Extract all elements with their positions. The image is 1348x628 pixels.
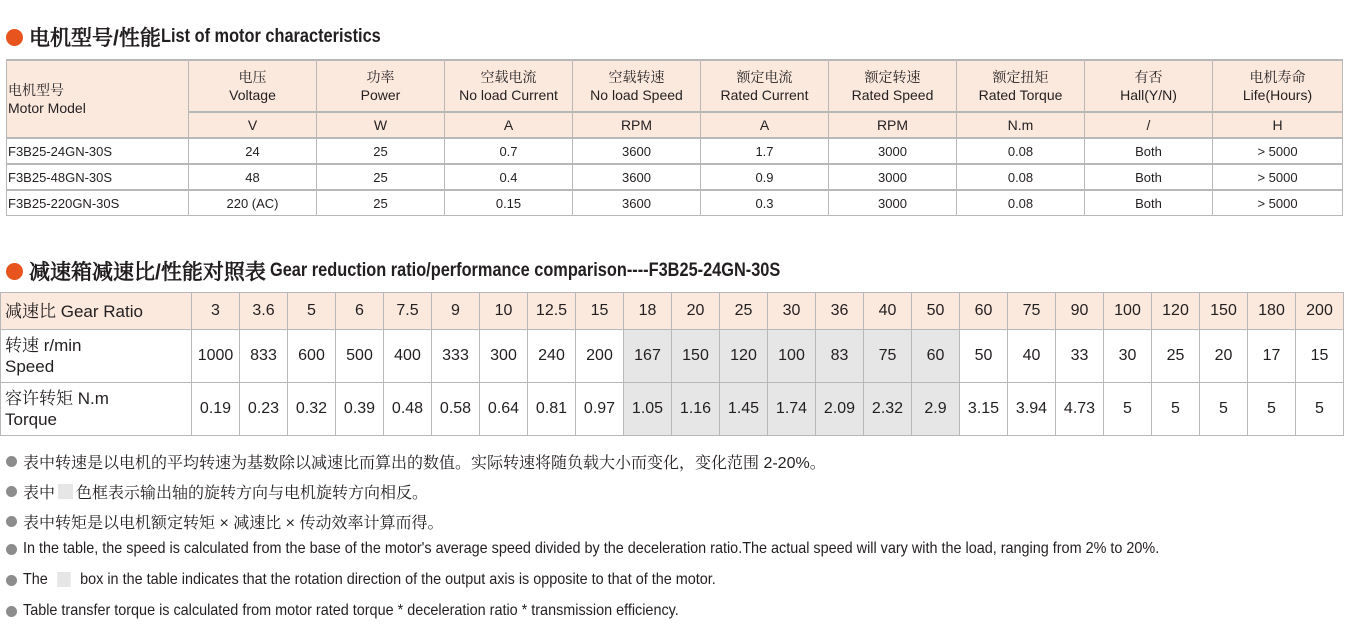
- column-header: [957, 60, 1085, 112]
- note-text-after: 色框表示输出轴的旋转方向与电机旋转方向相反。: [76, 485, 429, 502]
- note-en-3: [6, 602, 752, 620]
- motor-value-cell: 3000: [829, 190, 957, 216]
- gear-ratio-cell: 12.5: [528, 293, 576, 330]
- gear-ratio-cell: 7.5: [384, 293, 432, 330]
- column-unit: A: [445, 112, 573, 138]
- note-text-before: 表中: [23, 485, 56, 502]
- gear-ratio-row: [1, 293, 1344, 330]
- column-unit: RPM: [829, 112, 957, 138]
- note-cn-3: [6, 510, 443, 533]
- bullet-icon: [6, 606, 17, 617]
- speed-cell: 333: [432, 330, 480, 383]
- gear-ratio-cell: 15: [576, 293, 624, 330]
- note-cn-2: [6, 480, 428, 503]
- gear-ratio-cell: 40: [864, 293, 912, 330]
- torque-cell: 0.48: [384, 383, 432, 436]
- speed-cell: 60: [912, 330, 960, 383]
- column-header: [317, 60, 445, 112]
- motor-model-cell: F3B25-48GN-30S: [7, 164, 189, 190]
- column-header-cn: 电机寿命: [1249, 69, 1306, 85]
- column-header-en: Life(Hours): [1242, 87, 1313, 103]
- gear-title-en: Gear reduction ratio/performance comparison----F3B25-24GN-30S: [269, 260, 781, 281]
- note-text: Table transfer torque is calculated from motor rated torque * deceleration ratio * transmission efficiency.: [23, 602, 679, 619]
- column-unit: H: [1213, 112, 1343, 138]
- gear-ratio-cell: 3: [192, 293, 240, 330]
- torque-cell: 1.74: [768, 383, 816, 436]
- column-header: [189, 60, 317, 112]
- column-header-en: Voltage: [229, 87, 276, 103]
- motor-model-cell: F3B25-24GN-30S: [7, 138, 189, 164]
- gear-ratio-cell: 60: [960, 293, 1008, 330]
- speed-cell: 120: [720, 330, 768, 383]
- gear-ratio-cell: 100: [1104, 293, 1152, 330]
- speed-cell: 20: [1200, 330, 1248, 383]
- note-text-group: [23, 571, 716, 589]
- torque-cell: 1.16: [672, 383, 720, 436]
- motor-row: [7, 164, 1343, 190]
- column-header: [829, 60, 957, 112]
- column-header-cn: 额定电流: [736, 69, 793, 85]
- gear-section-title: [6, 256, 863, 286]
- speed-cell: 83: [816, 330, 864, 383]
- bullet-icon: [6, 516, 17, 527]
- gear-title-cn: 减速箱减速比/性能对照表: [29, 261, 266, 284]
- column-header-cn: 电压: [238, 69, 267, 85]
- motor-row: [7, 190, 1343, 216]
- motor-title-en: List of motor characteristics: [160, 26, 381, 47]
- gear-ratio-cell: 20: [672, 293, 720, 330]
- motor-value-cell: 3600: [573, 164, 701, 190]
- motor-value-cell: 24: [189, 138, 317, 164]
- motor-value-cell: > 5000: [1213, 164, 1343, 190]
- motor-value-cell: 0.7: [445, 138, 573, 164]
- bullet-icon: [6, 575, 17, 586]
- torque-cell: 5: [1296, 383, 1344, 436]
- column-header: [701, 60, 829, 112]
- speed-cell: 600: [288, 330, 336, 383]
- motor-value-cell: 25: [317, 190, 445, 216]
- speed-cell: 17: [1248, 330, 1296, 383]
- motor-model-cell: F3B25-220GN-30S: [7, 190, 189, 216]
- column-header-cn: 额定转速: [864, 69, 921, 85]
- motor-unit-row: [7, 112, 1343, 138]
- motor-value-cell: 0.08: [957, 164, 1085, 190]
- gear-ratio-cell: 150: [1200, 293, 1248, 330]
- motor-value-cell: 1.7: [701, 138, 829, 164]
- column-header-cn: 功率: [366, 69, 395, 85]
- bullet-icon: [6, 456, 17, 467]
- speed-cell: 50: [960, 330, 1008, 383]
- torque-cell: 0.19: [192, 383, 240, 436]
- motor-value-cell: 0.08: [957, 138, 1085, 164]
- torque-cell: 5: [1200, 383, 1248, 436]
- speed-cell: 150: [672, 330, 720, 383]
- speed-cell: 1000: [192, 330, 240, 383]
- note-en-2: [6, 571, 793, 589]
- note-text: 表中转速是以电机的平均转速为基数除以减速比而算出的数值。实际转速将随负载大小而变化，变化范围 2-20%。: [23, 455, 826, 472]
- speed-cell: 75: [864, 330, 912, 383]
- column-header-cn: 空载电流: [480, 69, 537, 85]
- column-header: [573, 60, 701, 112]
- torque-row: [1, 383, 1344, 436]
- speed-cell: 40: [1008, 330, 1056, 383]
- column-header-en: Rated Torque: [978, 87, 1063, 103]
- gear-ratio-cell: 75: [1008, 293, 1056, 330]
- gear-ratio-cell: 50: [912, 293, 960, 330]
- torque-cell: 1.05: [624, 383, 672, 436]
- motor-value-cell: > 5000: [1213, 190, 1343, 216]
- gear-ratio-cell: 6: [336, 293, 384, 330]
- motor-value-cell: 220 (AC): [189, 190, 317, 216]
- motor-value-cell: 3000: [829, 164, 957, 190]
- motor-value-cell: Both: [1085, 190, 1213, 216]
- model-header-cn: 电机型号: [8, 82, 64, 98]
- motor-characteristics-table: [6, 59, 1343, 216]
- motor-section-title: [6, 22, 416, 52]
- motor-row: [7, 138, 1343, 164]
- speed-cell: 33: [1056, 330, 1104, 383]
- torque-cell: 2.9: [912, 383, 960, 436]
- column-header-en: Rated Speed: [851, 87, 934, 103]
- motor-value-cell: 25: [317, 138, 445, 164]
- column-header: [1213, 60, 1343, 112]
- column-header-en: No load Current: [459, 87, 558, 103]
- model-header-cell: [7, 60, 189, 138]
- torque-cell: 4.73: [1056, 383, 1104, 436]
- speed-label-en: Speed: [5, 357, 55, 376]
- torque-cell: 0.64: [480, 383, 528, 436]
- torque-cell: 0.58: [432, 383, 480, 436]
- orange-dot-icon: [6, 29, 23, 46]
- motor-header-row: [7, 60, 1343, 112]
- torque-cell: 0.97: [576, 383, 624, 436]
- gear-ratio-cell: 30: [768, 293, 816, 330]
- gear-ratio-label: 减速比 Gear Ratio: [1, 293, 192, 330]
- note-text: In the table, the speed is calculated from the base of the motor's average speed divided by the deceleration ratio.The actual speed will vary with the load, ranging from 2% to 20%.: [23, 540, 1160, 557]
- column-header-en: Power: [360, 87, 401, 103]
- speed-cell: 400: [384, 330, 432, 383]
- column-unit: W: [317, 112, 445, 138]
- column-header-cn: 有否: [1134, 69, 1163, 85]
- gear-ratio-cell: 180: [1248, 293, 1296, 330]
- motor-value-cell: 3600: [573, 138, 701, 164]
- gear-ratio-cell: 90: [1056, 293, 1104, 330]
- column-unit: V: [189, 112, 317, 138]
- motor-value-cell: 25: [317, 164, 445, 190]
- column-unit: /: [1085, 112, 1213, 138]
- motor-value-cell: Both: [1085, 138, 1213, 164]
- motor-title-cn: 电机型号/性能: [29, 27, 161, 50]
- gear-ratio-cell: 25: [720, 293, 768, 330]
- torque-cell: 0.39: [336, 383, 384, 436]
- speed-cell: 15: [1296, 330, 1344, 383]
- gear-ratio-cell: 3.6: [240, 293, 288, 330]
- motor-value-cell: Both: [1085, 164, 1213, 190]
- gear-ratio-cell: 5: [288, 293, 336, 330]
- note-en-1: [6, 540, 1285, 558]
- motor-value-cell: 0.3: [701, 190, 829, 216]
- motor-value-cell: 0.4: [445, 164, 573, 190]
- speed-cell: 300: [480, 330, 528, 383]
- column-header-cn: 额定扭矩: [992, 69, 1049, 85]
- motor-value-cell: 0.08: [957, 190, 1085, 216]
- column-header: [445, 60, 573, 112]
- column-header: [1085, 60, 1213, 112]
- torque-cell: 0.32: [288, 383, 336, 436]
- torque-cell: 2.09: [816, 383, 864, 436]
- speed-label: [1, 330, 192, 383]
- gear-ratio-cell: 36: [816, 293, 864, 330]
- gear-ratio-cell: 120: [1152, 293, 1200, 330]
- model-header-en: Motor Model: [8, 100, 86, 116]
- column-unit: RPM: [573, 112, 701, 138]
- speed-row: [1, 330, 1344, 383]
- speed-cell: 25: [1152, 330, 1200, 383]
- speed-cell: 500: [336, 330, 384, 383]
- motor-value-cell: 48: [189, 164, 317, 190]
- torque-cell: 5: [1248, 383, 1296, 436]
- note-text: 表中转矩是以电机额定转矩 × 减速比 × 传动效率计算而得。: [23, 515, 444, 532]
- gear-ratio-cell: 200: [1296, 293, 1344, 330]
- speed-cell: 200: [576, 330, 624, 383]
- torque-label-cn: 容许转矩 N.m: [5, 389, 109, 408]
- torque-label: [1, 383, 192, 436]
- motor-value-cell: 0.15: [445, 190, 573, 216]
- column-header-en: No load Speed: [590, 87, 683, 103]
- note-cn-1: [6, 450, 826, 473]
- column-header-cn: 空载转速: [608, 69, 665, 85]
- speed-cell: 240: [528, 330, 576, 383]
- note-text-after: box in the table indicates that the rotation direction of the output axis is opposite to that of the motor.: [80, 571, 716, 588]
- column-unit: N.m: [957, 112, 1085, 138]
- torque-cell: 5: [1104, 383, 1152, 436]
- torque-cell: 3.15: [960, 383, 1008, 436]
- column-header-en: Rated Current: [720, 87, 809, 103]
- orange-dot-icon: [6, 263, 23, 280]
- speed-label-cn: 转速 r/min: [5, 336, 82, 355]
- torque-cell: 0.23: [240, 383, 288, 436]
- column-unit: A: [701, 112, 829, 138]
- gray-box-swatch: [57, 572, 70, 587]
- torque-label-en: Torque: [5, 410, 57, 429]
- motor-value-cell: 0.9: [701, 164, 829, 190]
- gear-ratio-cell: 10: [480, 293, 528, 330]
- speed-cell: 833: [240, 330, 288, 383]
- torque-cell: 0.81: [528, 383, 576, 436]
- column-header-en: Hall(Y/N): [1120, 87, 1177, 103]
- torque-cell: 3.94: [1008, 383, 1056, 436]
- bullet-icon: [6, 544, 17, 555]
- torque-cell: 1.45: [720, 383, 768, 436]
- motor-value-cell: 3600: [573, 190, 701, 216]
- motor-value-cell: > 5000: [1213, 138, 1343, 164]
- torque-cell: 2.32: [864, 383, 912, 436]
- gear-ratio-cell: 18: [624, 293, 672, 330]
- motor-value-cell: 3000: [829, 138, 957, 164]
- gear-ratio-table: [0, 292, 1344, 436]
- bullet-icon: [6, 486, 17, 497]
- note-text-before: The: [23, 571, 48, 588]
- speed-cell: 100: [768, 330, 816, 383]
- torque-cell: 5: [1152, 383, 1200, 436]
- gray-box-swatch: [58, 484, 73, 499]
- speed-cell: 167: [624, 330, 672, 383]
- speed-cell: 30: [1104, 330, 1152, 383]
- gear-ratio-cell: 9: [432, 293, 480, 330]
